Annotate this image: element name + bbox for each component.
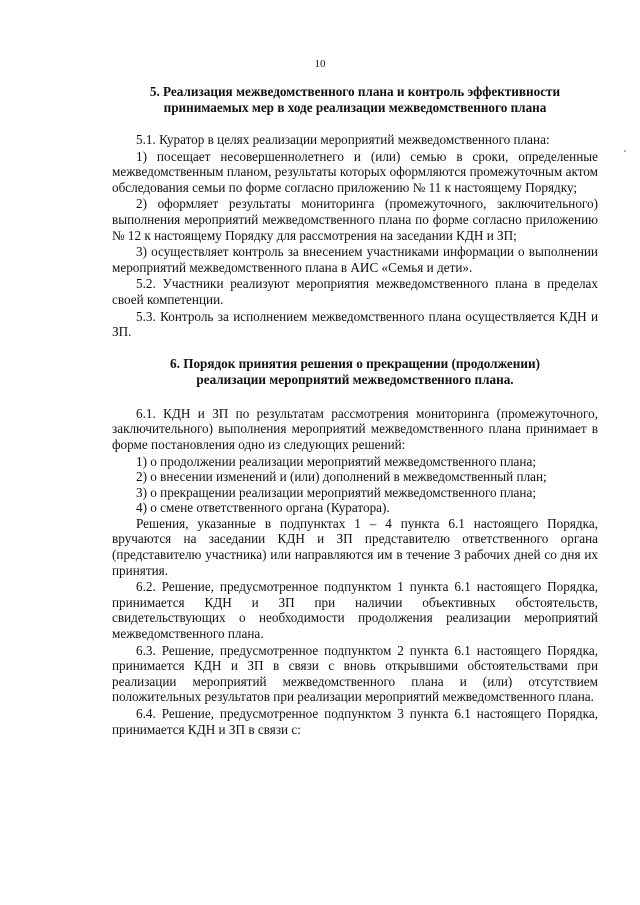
section-6-heading xyxy=(112,356,598,388)
paragraph-6-3: 6.3. Решение, предусмотренное подпунктом 2 пункта 6.1 настоящего Порядка, принимается КДН и ЗП в связи с вновь открывшими обстоятельствами при реализации мероприятий межведомственного плана и (или) отсутствием положительных результатов при реализации мероприятий межведомственного плана. xyxy=(112,642,598,705)
paragraph-5-1: 5.1. Куратор в целях реализации мероприятий межведомственного плана: xyxy=(136,132,550,147)
scan-speck xyxy=(624,150,626,152)
paragraph-6-1: 6.1. КДН и ЗП по результатам рассмотрения мониторинга (промежуточного, заключительного) выполнения мероприятий межведомственного плана принимает в форме постановления одно из следующих решений: xyxy=(112,405,598,452)
heading-line: 5. Реализация межведомственного плана и контроль эффективности xyxy=(149,84,561,99)
paragraph-5-2: 5.2. Участники реализуют мероприятия межведомственного плана в пределах своей компетенции. xyxy=(112,276,598,307)
heading-line: реализации мероприятий межведомственного плана. xyxy=(196,371,514,387)
decision-item: 4) о смене ответственного органа (Куратора). xyxy=(136,500,390,516)
decision-item: 1) о продолжении реализации мероприятий межведомственного плана; xyxy=(136,453,536,469)
section-5-heading xyxy=(112,84,598,116)
paragraph-6-2: 6.2. Решение, предусмотренное подпунктом 1 пункта 6.1 настоящего Порядка, принимается КДН и ЗП при наличии объективных обстоятельств, свидетельствующих о необходимости продолжения реализации мероприятий межведомственного плана. xyxy=(112,579,598,642)
heading-line: принимаемых мер в ходе реализации межведомственного плана xyxy=(163,100,547,115)
document-body xyxy=(112,80,598,738)
paragraph-6-4: 6.4. Решение, предусмотренное подпунктом 3 пункта 6.1 настоящего Порядка, принимается КДН и ЗП в связи с: xyxy=(112,706,598,737)
paragraph-5-1-1: 1) посещает несовершеннолетнего и (или) семью в сроки, определенные межведомственным планом, результаты которых оформляются промежуточным актом обследования семьи по форме согласно приложению № 11 к настоящему Порядку; xyxy=(112,148,598,195)
decision-item: 2) о внесении изменений и (или) дополнений в межведомственный план; xyxy=(136,469,547,485)
paragraph-5-3: 5.3. Контроль за исполнением межведомственного плана осуществляется КДН и ЗП. xyxy=(112,308,598,340)
decision-item: 3) о прекращении реализации мероприятий межведомственного плана; xyxy=(136,484,536,500)
paragraph-5-1-2: 2) оформляет результаты мониторинга (промежуточного, заключительного) выполнения мероприятий межведомственного плана по форме согласно приложению № 12 к настоящему Порядку для рассмотрения на заседании КДН и ЗП; xyxy=(112,196,598,243)
heading-line: 6. Порядок принятия решения о прекращении (продолжении) xyxy=(170,355,540,371)
paragraph-decisions-delivery: Решения, указанные в подпунктах 1 – 4 пункта 6.1 настоящего Порядка, вручаются на заседании КДН и ЗП представителю ответственного органа (представителю участника) или направляются им в течение 3 рабочих дней со дня их принятия. xyxy=(112,515,598,578)
page-number: 10 xyxy=(314,58,326,70)
paragraph-5-1-3: 3) осуществляет контроль за внесением участниками информации о выполнении мероприятий межведомственного плана в АИС «Семья и дети». xyxy=(112,244,598,275)
